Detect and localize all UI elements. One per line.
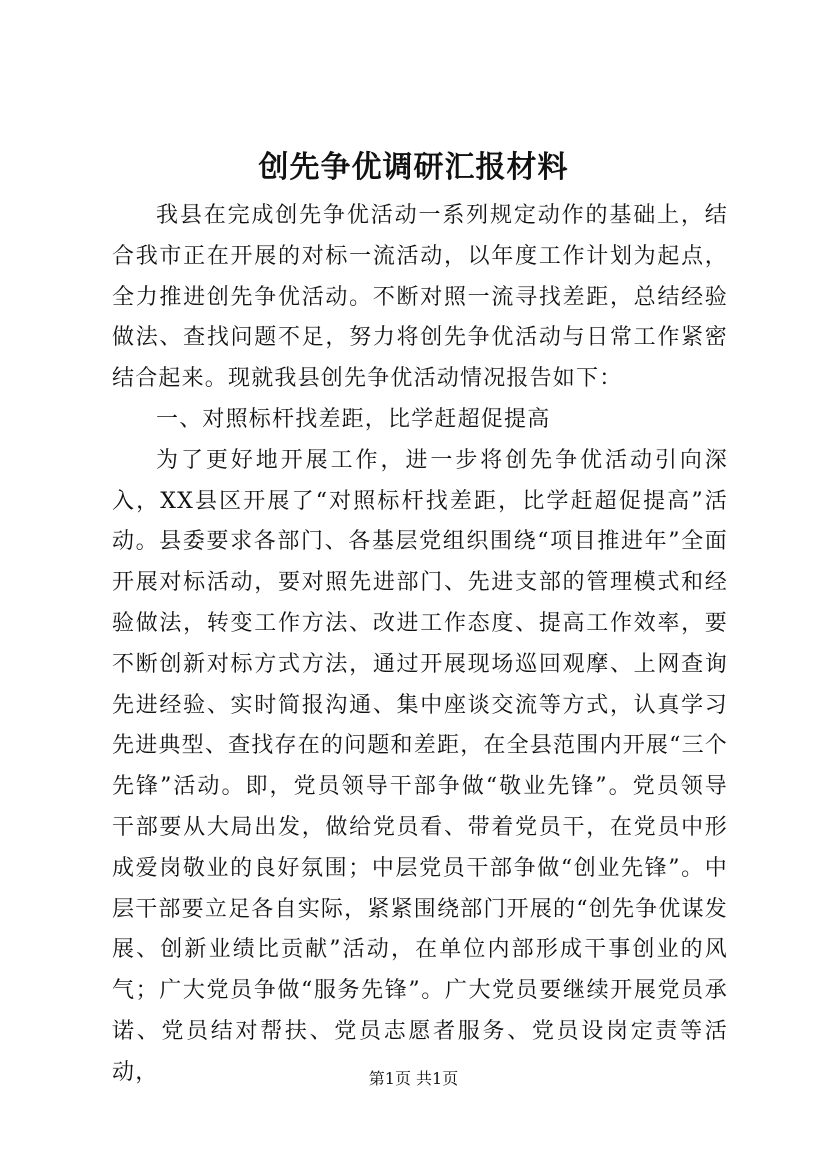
paragraph-section-1: 为了更好地开展工作，进一步将创先争优活动引向深入，XX县区开展了“对照标杆找差距，比学赶超促提高”活动。县委要求各部门、各基层党组织围绕“项目推进年”全面开展对标活动，要对照先进部门、先进支部的管理模式和经验做法，转变工作方法、改进工作态度、提高工作效率，要不断创新对标方式方法，通过开展现场巡回观摩、上网查询先进经验、实时简报沟通、集中座谈交流等方式，认真学习先进典型、查找存在的问题和差距，在全县范围内开展“三个先锋”活动。即，党员领导干部争做“敬业先锋”。党员领导干部要从大局出发，做给党员看、带着党员干，在党员中形成爱岗敬业的良好氛围；中层党员干部争做“创业先锋”。中层干部要立足各自实际，紧紧围绕部门开展的“创先争优谋发展、创新业绩比贡献”活动，在单位内部形成干事创业的风气；广大党员争做“服务先锋”。广大党员要继续开展党员承诺、党员结对帮扶、党员志愿者服务、党员设岗定责等活动， xyxy=(112,447,728,1085)
section-heading-1: 一、对照标杆找差距，比学赶超促提高 xyxy=(156,406,551,432)
document-body xyxy=(112,196,728,1094)
document-title: 创先争优调研汇报材料 xyxy=(258,150,569,185)
page-footer: 第1页 共1页 xyxy=(368,1069,459,1088)
paragraph-intro: 我县在完成创先争优活动一系列规定动作的基础上，结合我市正在开展的对标一流活动，以年度工作计划为起点，全力推进创先争优活动。不断对照一流寻找差距，总结经验做法、查找问题不足，努力将创先争优活动与日常工作紧密结合起来。现就我县创先争优活动情况报告如下： xyxy=(112,203,728,392)
